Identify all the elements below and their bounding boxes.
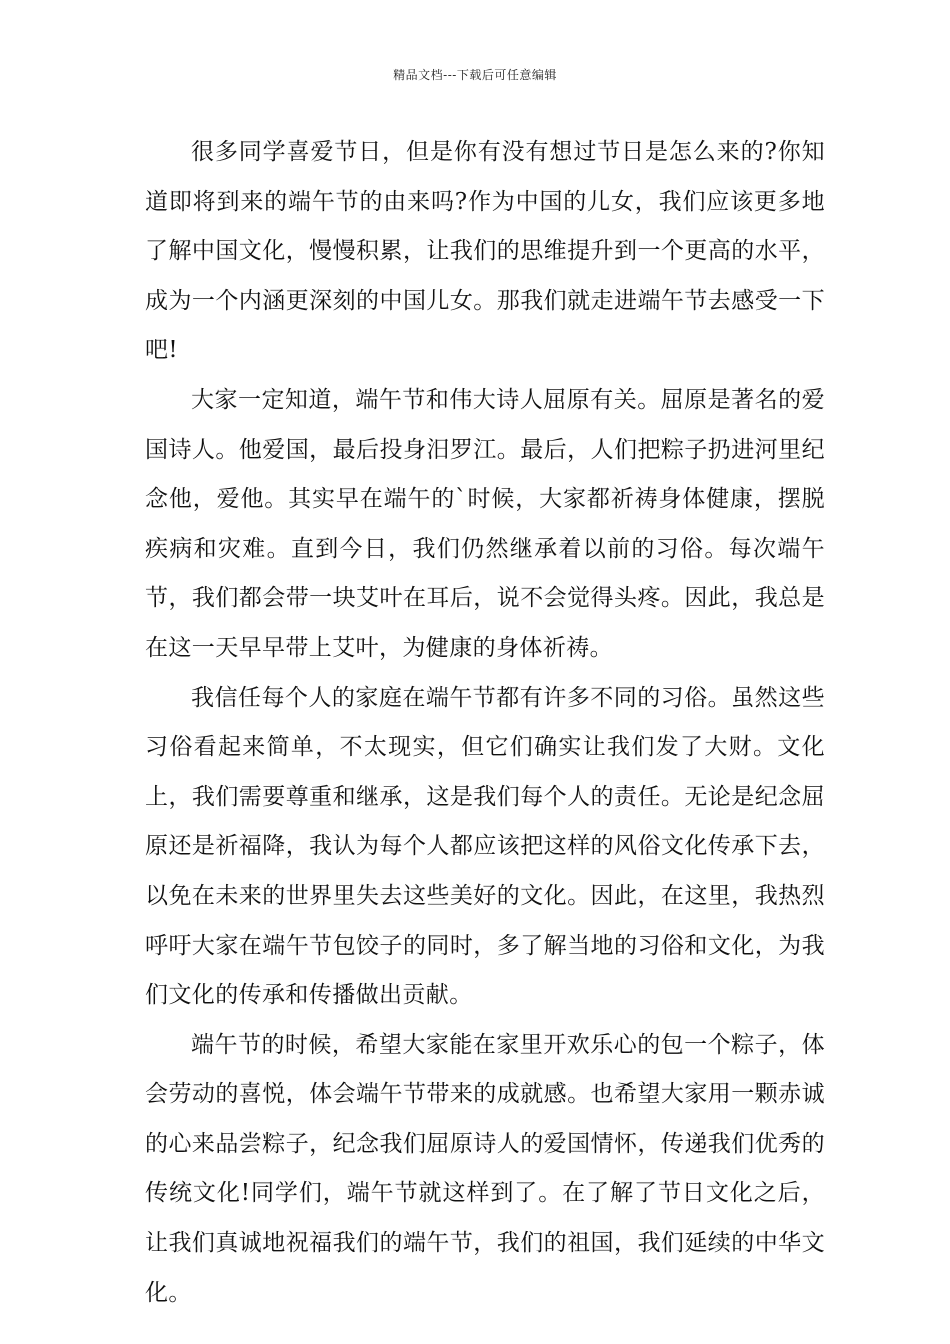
paragraph-intro: 很多同学喜爱节日，但是你有没有想过节日是怎么来的?你知道即将到来的端午节的由来吗?作为中国的儿女，我们应该更多地了解中国文化，慢慢积累，让我们的思维提升到一个更高的水平，成为一个内涵更深刻的中国儿女。那我们就走进端午节去感受一下吧! [145,139,825,364]
document-body [145,128,825,1318]
paragraph-quyuan: 大家一定知道，端午节和伟大诗人屈原有关。屈原是著名的爱国诗人。他爱国，最后投身汨罗江。最后，人们把粽子扔进河里纪念他，爱他。其实早在端午的`时候，大家都祈祷身体健康，摆脱疾病和灾难。直到今日，我们仍然继承着以前的习俗。每次端午节，我们都会带一块艾叶在耳后，说不会觉得头疼。因此，我总是在这一天早早带上艾叶，为健康的身体祈祷。 [145,386,825,661]
paragraph-closing: 端午节的时候，希望大家能在家里开欢乐心的包一个粽子，体会劳动的喜悦，体会端午节带来的成就感。也希望大家用一颗赤诚的心来品尝粽子，纪念我们屈原诗人的爱国情怀，传递我们优秀的传统文化!同学们，端午节就这样到了。在了解了节日文化之后，让我们真诚地祝福我们的端午节，我们的祖国，我们延续的中华文化。 [145,1031,825,1306]
page-header: 精品文档---下载后可任意编辑 [393,68,557,82]
paragraph-customs: 我信任每个人的家庭在端午节都有许多不同的习俗。虽然这些习俗看起来简单，不太现实，但它们确实让我们发了大财。文化上，我们需要尊重和继承，这是我们每个人的责任。无论是纪念屈原还是祈福降，我认为每个人都应该把这样的风俗文化传承下去，以免在未来的世界里失去这些美好的文化。因此，在这里，我热烈呼吁大家在端午节包饺子的同时，多了解当地的习俗和文化，为我们文化的传承和传播做出贡献。 [145,684,825,1009]
